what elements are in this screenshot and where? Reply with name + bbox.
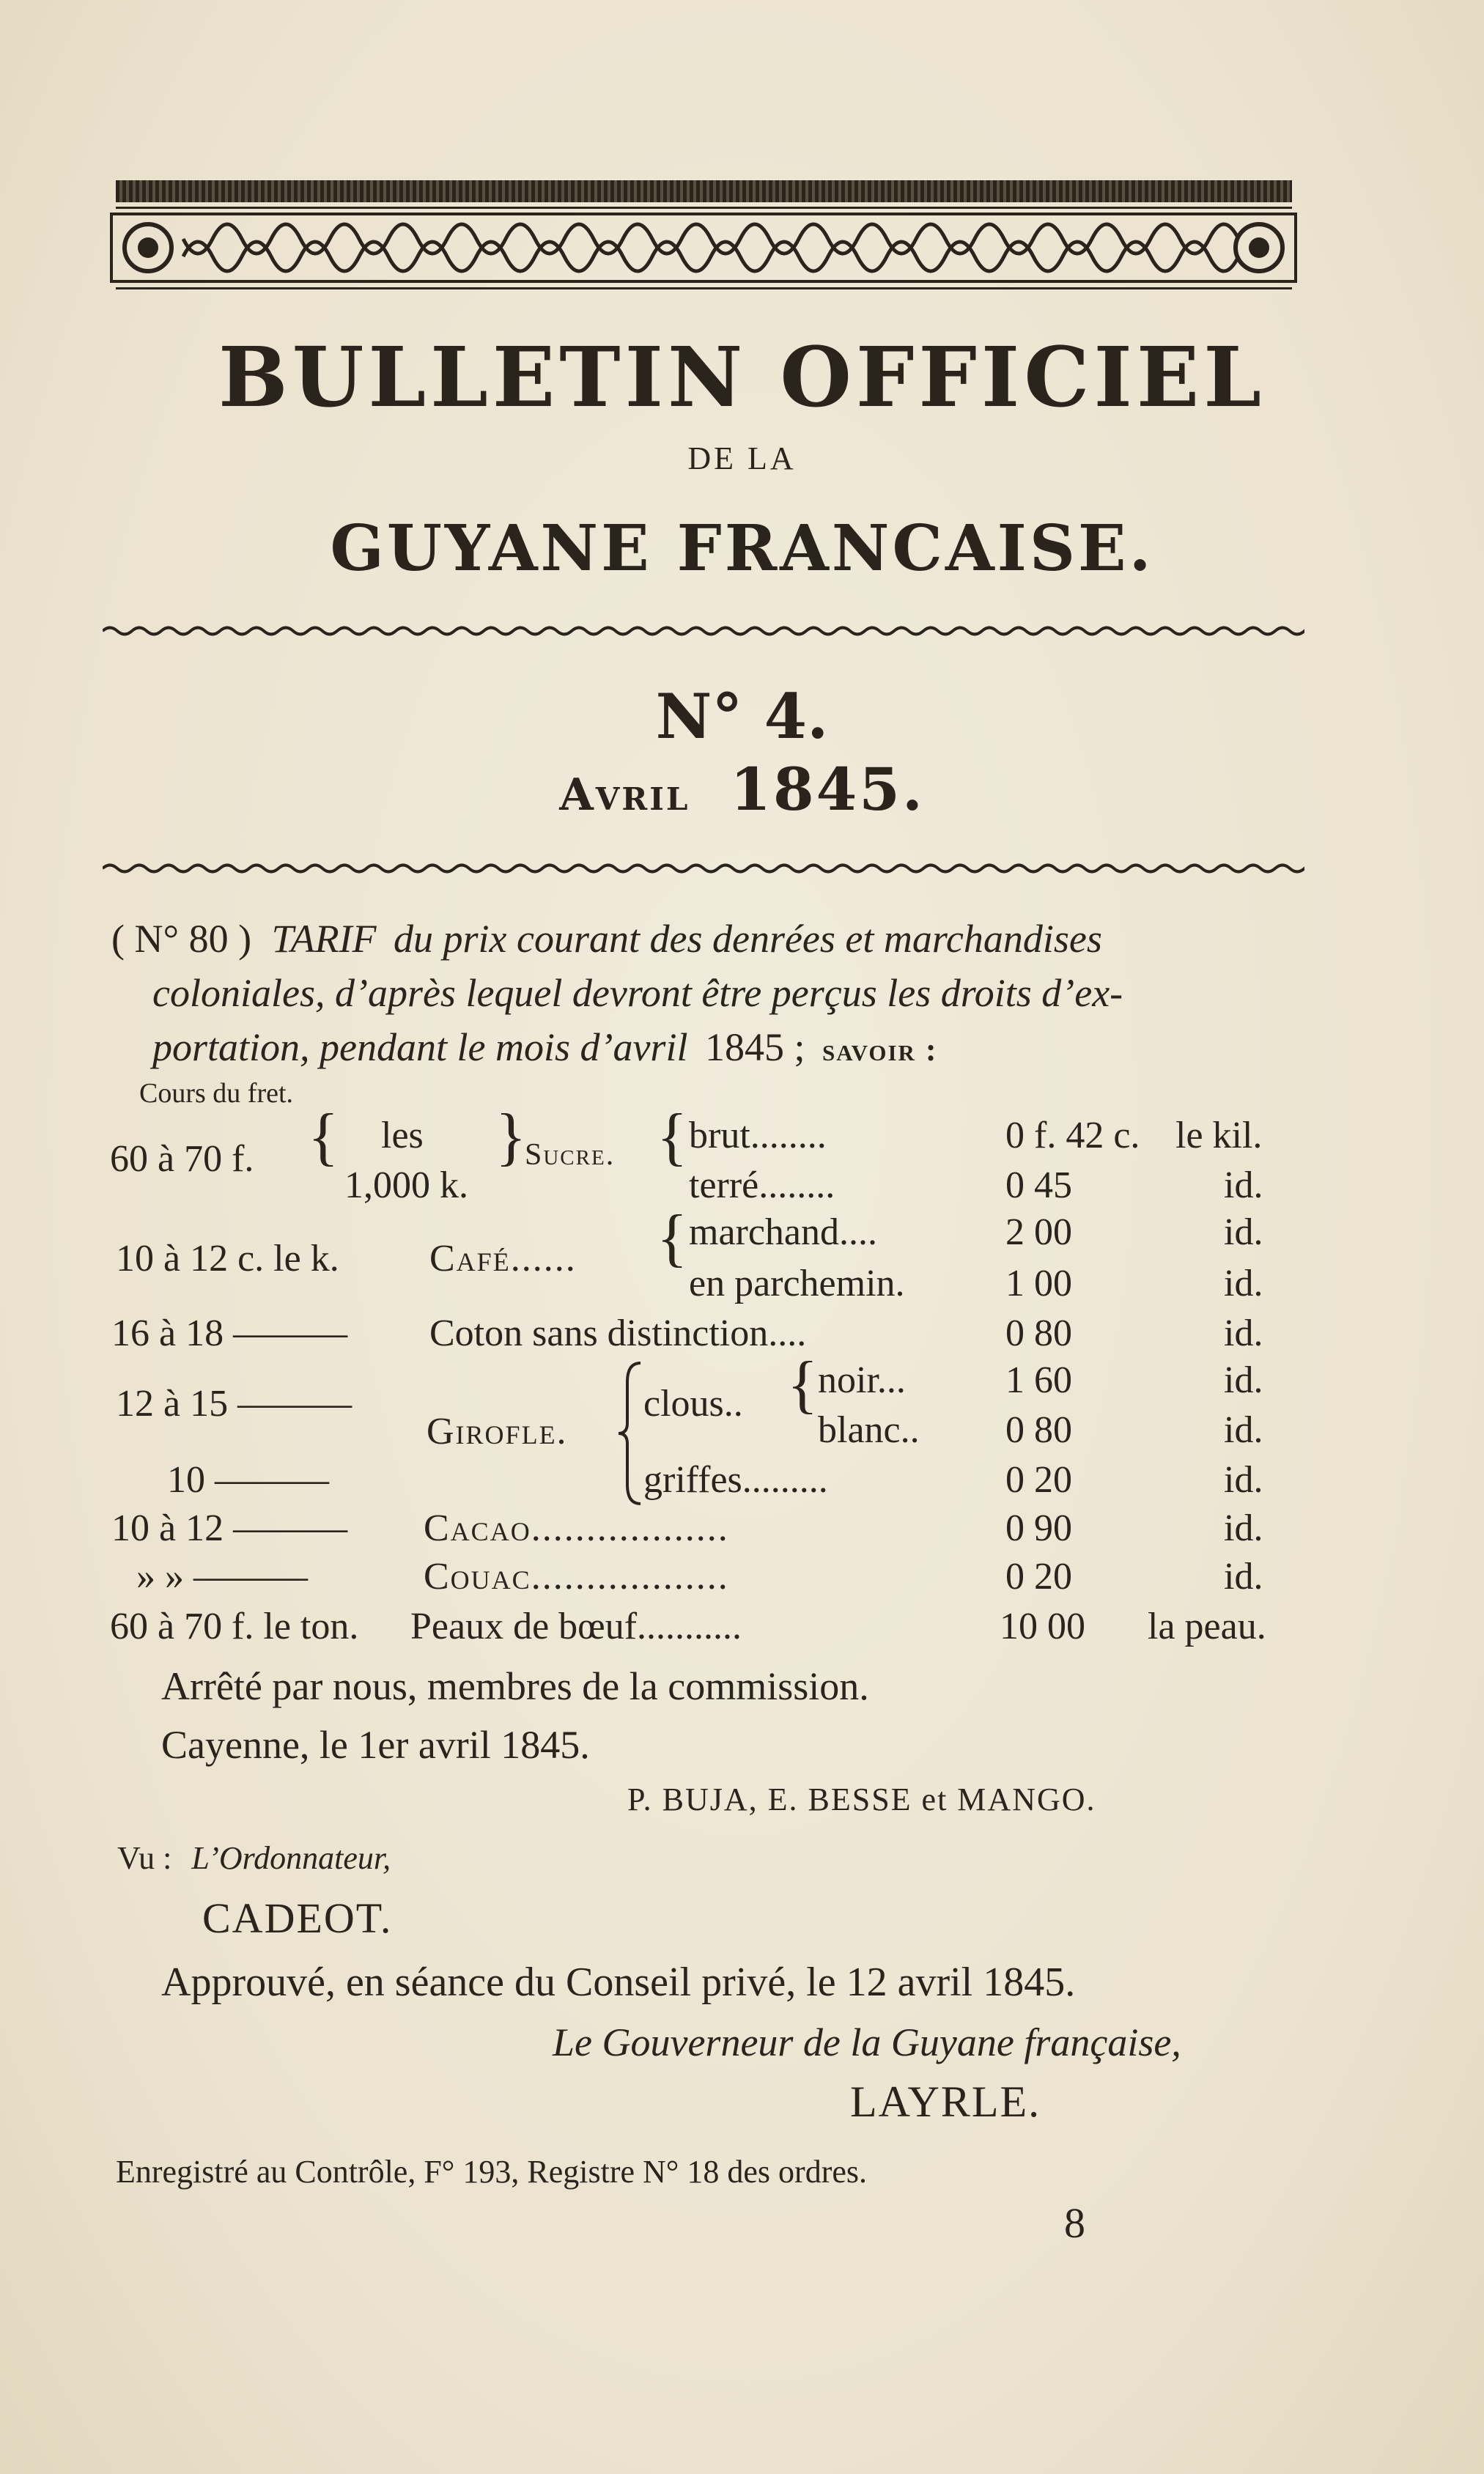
intro-line-3 <box>152 1022 938 1076</box>
price-parchemin: 1 00 <box>1005 1263 1072 1304</box>
fret-peaux: 60 à 70 f. le ton. <box>110 1606 359 1647</box>
header-rule-top <box>116 207 1292 209</box>
unit-peaux: la peau. <box>1148 1606 1266 1647</box>
header-top-band <box>116 180 1292 202</box>
decree-ref: ( N° 80 ) <box>111 917 252 961</box>
fret-griffes: 10 ——— <box>167 1459 329 1501</box>
unit-couac: id. <box>1224 1556 1263 1598</box>
variety-griffes: griffes......... <box>643 1459 828 1501</box>
fret-sucre: 60 à 70 f. <box>110 1138 254 1180</box>
variety-terre: terré........ <box>689 1164 835 1206</box>
unit-brut: le kil. <box>1175 1115 1263 1156</box>
variety-noir: noir... <box>818 1359 906 1401</box>
unit-cacao: id. <box>1224 1507 1263 1549</box>
intro-line-2: coloniales, d’après lequel devront être perçus les droits d’ex- <box>152 971 1123 1015</box>
ornamental-border <box>110 213 1297 283</box>
arrete-line: Arrêté par nous, membres de la commission. <box>161 1664 869 1708</box>
intro-year: 1845 ; <box>704 1025 805 1069</box>
brace-clous: { <box>787 1349 819 1420</box>
page-number: 8 <box>1064 2199 1085 2247</box>
bulletin-date <box>0 755 1484 824</box>
bulletin-subtitle: DE LA <box>687 440 797 476</box>
product-sucre: Sucre. <box>525 1138 616 1172</box>
brace-sucre: { <box>657 1101 688 1173</box>
bulletin-number: N° 4. <box>655 680 829 753</box>
price-griffes: 0 20 <box>1005 1459 1072 1501</box>
fret-cafe: 10 à 12 c. le k. <box>116 1238 339 1280</box>
savoir-word: savoir : <box>822 1032 938 1068</box>
vu-label <box>117 1839 391 1877</box>
price-coton: 0 80 <box>1005 1312 1072 1354</box>
region-title: GUYANE FRANCAISE. <box>330 512 1154 586</box>
brace-girofle <box>616 1360 645 1507</box>
unit-griffes: id. <box>1224 1459 1263 1501</box>
product-peaux: Peaux de bœuf........... <box>410 1606 742 1647</box>
header-rule-bottom <box>116 287 1292 289</box>
tarif-word: TARIF <box>271 917 377 961</box>
signatories: P. BUJA, E. BESSE et MANGO. <box>627 1781 1096 1817</box>
intro-line-3-italic: portation, pendant le mois d’avril <box>152 1025 688 1069</box>
ordonnateur-name: CADEOT. <box>202 1894 393 1942</box>
approuve-line: Approuvé, en séance du Conseil privé, le 12 avril 1845. <box>161 1960 1076 2005</box>
price-brut: 0 f. 42 c. <box>1005 1115 1140 1156</box>
bulletin-title: BULLETIN OFFICIEL <box>218 330 1266 426</box>
ordonnateur-title: L’Ordonnateur, <box>191 1840 391 1876</box>
unit-blanc: id. <box>1224 1409 1263 1451</box>
variety-marchand: marchand.... <box>689 1211 878 1253</box>
fret-header: Cours du fret. <box>139 1078 294 1109</box>
fret-couac: » » ——— <box>136 1556 308 1598</box>
variety-brut: brut........ <box>689 1115 827 1156</box>
price-noir: 1 60 <box>1005 1359 1072 1401</box>
product-coton: Coton sans distinction.... <box>429 1312 807 1354</box>
wavy-rule-2 <box>103 862 1304 875</box>
wavy-rule-1 <box>103 624 1304 638</box>
vu-word: Vu : <box>117 1840 172 1876</box>
gouverneur-name: LAYRLE. <box>850 2078 1041 2126</box>
price-blanc: 0 80 <box>1005 1409 1072 1451</box>
fret-girofle: 12 à 15 ——— <box>116 1383 352 1425</box>
bulletin-month: Avril <box>559 769 690 821</box>
price-terre: 0 45 <box>1005 1164 1072 1206</box>
intro-line-1-rest: du prix courant des denrées et marchandises <box>394 917 1102 961</box>
unit-parchemin: id. <box>1224 1263 1263 1304</box>
variety-blanc: blanc.. <box>818 1409 920 1451</box>
brace-left-units: { <box>308 1101 339 1173</box>
price-couac: 0 20 <box>1005 1556 1072 1598</box>
fret-cacao: 10 à 12 ——— <box>111 1507 348 1549</box>
intro-line-1 <box>111 913 1102 964</box>
product-girofle: Girofle. <box>427 1411 568 1452</box>
fret-coton: 16 à 18 ——— <box>111 1312 348 1354</box>
variety-parchemin: en parchemin. <box>689 1263 905 1304</box>
unit-terre: id. <box>1224 1164 1263 1206</box>
place-date-line: Cayenne, le 1er avril 1845. <box>161 1723 590 1767</box>
product-cacao: Cacao.................. <box>424 1507 729 1549</box>
brace-right-units: } <box>495 1101 527 1173</box>
unit-noir: id. <box>1224 1359 1263 1401</box>
unit-les: les <box>381 1115 424 1156</box>
price-marchand: 2 00 <box>1005 1211 1072 1253</box>
unit-coton: id. <box>1224 1312 1263 1354</box>
brace-cafe: { <box>657 1203 688 1274</box>
bulletin-year: 1845. <box>730 755 925 824</box>
enregistrement-line: Enregistré au Contrôle, F° 193, Registre N° 18 des ordres. <box>116 2154 867 2190</box>
product-cafe: Café...... <box>429 1238 577 1280</box>
unit-marchand: id. <box>1224 1211 1263 1253</box>
product-couac: Couac.................. <box>424 1556 729 1598</box>
price-peaux: 10 00 <box>1000 1606 1085 1647</box>
gouverneur-title: Le Gouverneur de la Guyane française, <box>553 2020 1181 2064</box>
price-cacao: 0 90 <box>1005 1507 1072 1549</box>
sub-clous: clous.. <box>643 1383 743 1425</box>
unit-1000k: 1,000 k. <box>344 1164 468 1206</box>
